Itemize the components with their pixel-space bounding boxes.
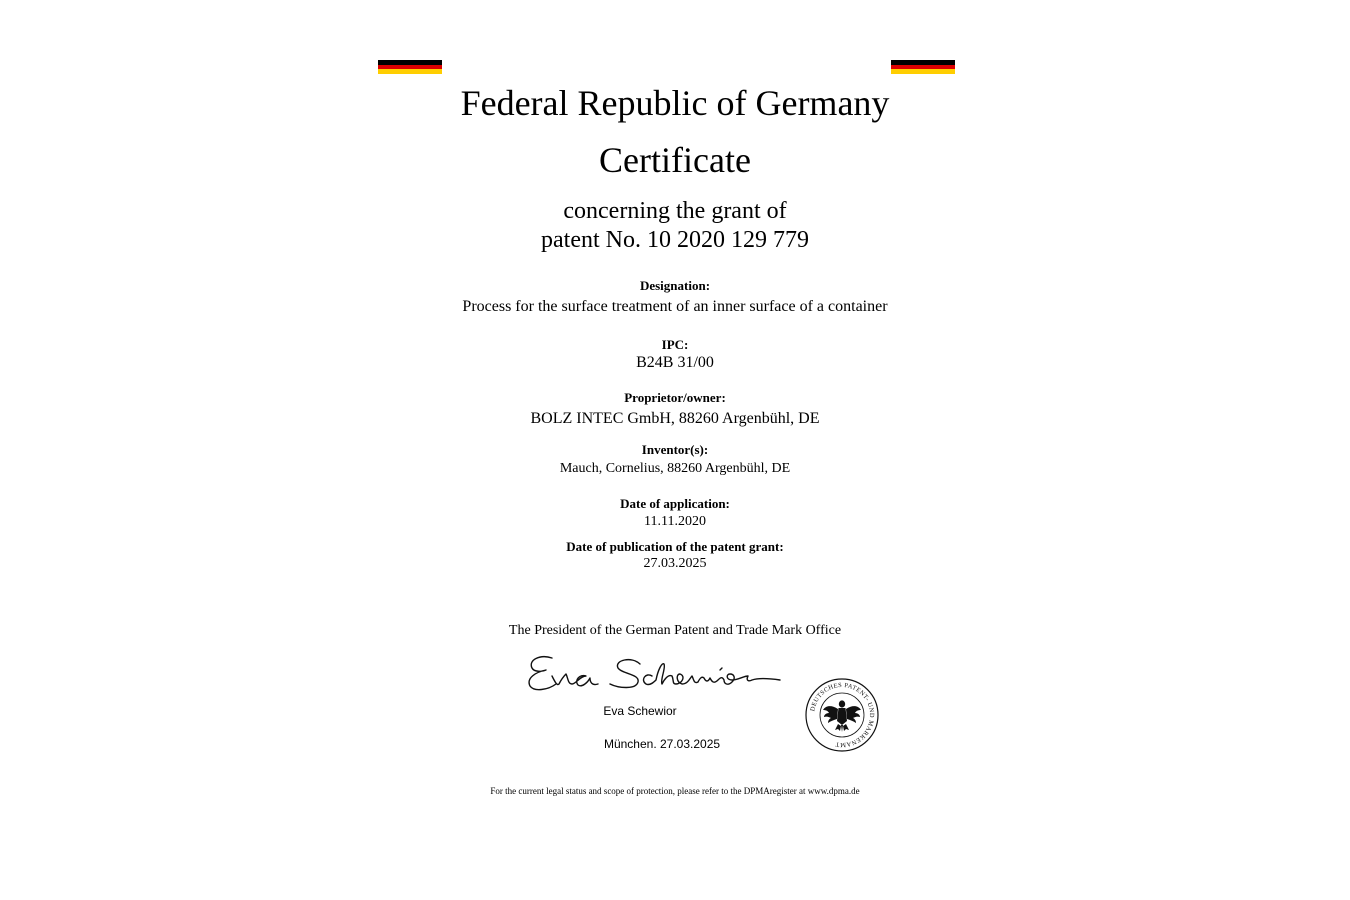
- dpma-seal-icon: [804, 677, 880, 753]
- seal-text: DEUTSCHES PATENT- UND MARKENAMT: [809, 681, 876, 749]
- designation-label: Designation:: [639, 278, 711, 293]
- application-date-value: 11.11.2020: [644, 514, 706, 529]
- authority-line: The President of the German Patent and Trade Mark Office: [508, 623, 842, 638]
- owner-label: Proprietor/owner:: [624, 390, 726, 405]
- german-flag-right-icon: [891, 60, 955, 74]
- legal-status-note: For the current legal status and scope of protection, please refer to the DPMAregister at www.dpma.de: [490, 786, 860, 796]
- handwritten-signature: [522, 650, 792, 698]
- certificate-subtitle: concerning the grant of: [563, 198, 787, 224]
- publication-date-value: 27.03.2025: [643, 556, 707, 571]
- signatory-name: Eva Schewior: [603, 704, 677, 718]
- owner-value: BOLZ INTEC GmbH, 88260 Argenbühl, DE: [530, 410, 820, 427]
- ipc-value: B24B 31/00: [636, 354, 714, 371]
- flag-stripe-gold: [378, 69, 442, 74]
- german-flag-left-icon: [378, 60, 442, 74]
- flag-stripe-gold: [891, 69, 955, 74]
- inventor-label: Inventor(s):: [641, 442, 709, 457]
- country-heading: Federal Republic of Germany: [460, 83, 890, 123]
- certificate-title: Certificate: [599, 140, 751, 180]
- ipc-label: IPC:: [661, 337, 689, 352]
- application-date-label: Date of application:: [620, 496, 730, 511]
- patent-number: patent No. 10 2020 129 779: [541, 227, 809, 253]
- inventor-value: Mauch, Cornelius, 88260 Argenbühl, DE: [559, 461, 791, 476]
- place-and-date: München. 27.03.2025: [603, 737, 721, 751]
- publication-date-label: Date of publication of the patent grant:: [566, 539, 784, 554]
- designation-value: Process for the surface treatment of an inner surface of a container: [462, 298, 888, 315]
